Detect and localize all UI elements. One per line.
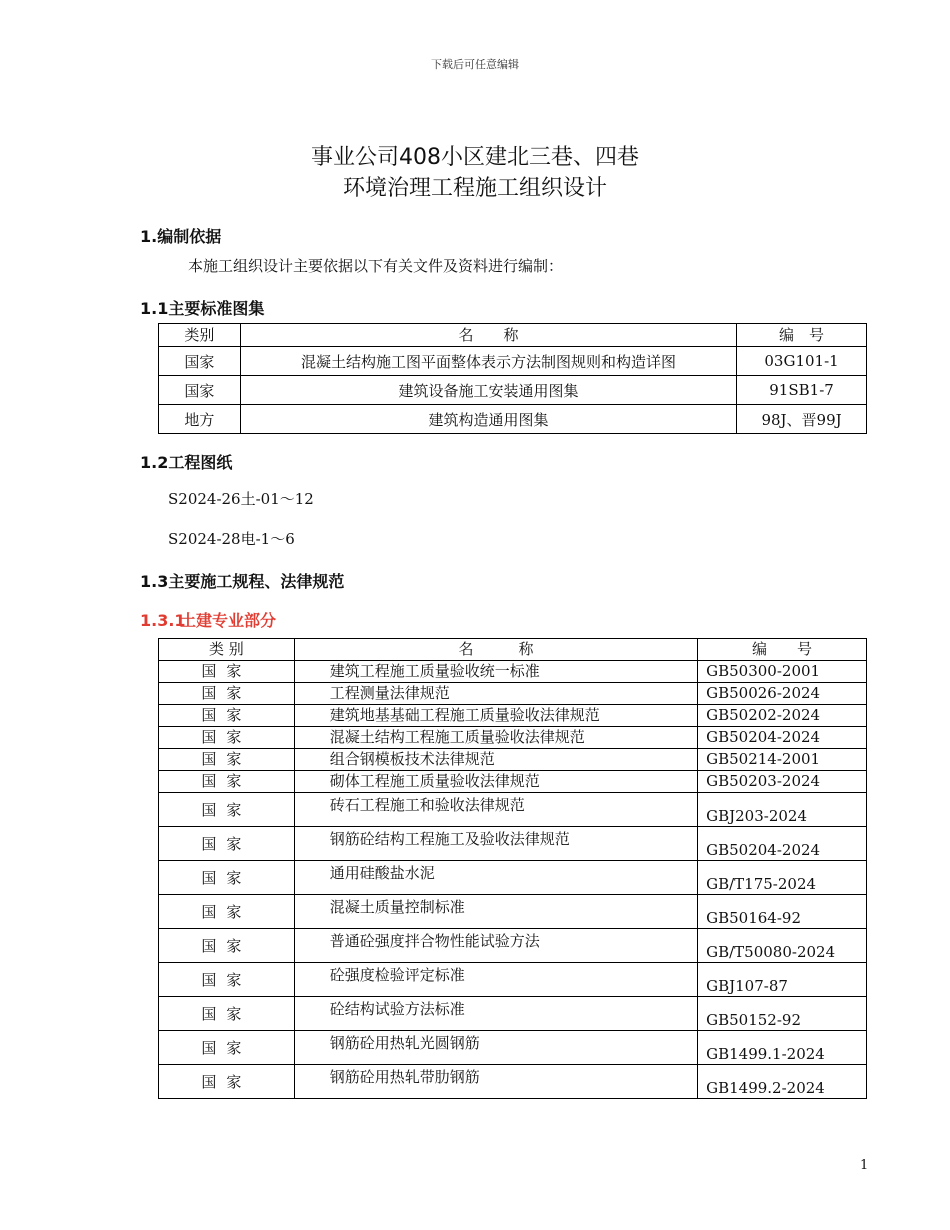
section-heading-1-3: 1.3主要施工规程、法律规范 — [140, 572, 345, 591]
subsection-title: 土建专业部分 — [180, 611, 277, 630]
cell-code: GB50300-2001 — [698, 661, 867, 683]
document-title — [0, 142, 950, 204]
table-row — [159, 661, 867, 683]
cell-category: 国家 — [159, 929, 295, 963]
cell-name: 钢筋砼用热轧带肋钢筋 — [294, 1065, 697, 1099]
cell-code: GB/T50080-2024 — [698, 929, 867, 963]
standard-atlas-table — [158, 323, 867, 434]
table-row — [159, 347, 867, 376]
cell-name: 混凝土结构工程施工质量验收法律规范 — [294, 727, 697, 749]
cell-name: 建筑设备施工安装通用图集 — [240, 376, 736, 405]
table-row — [159, 963, 867, 997]
table-row — [159, 749, 867, 771]
cell-category: 国家 — [159, 727, 295, 749]
column-header-name: 名 称 — [294, 639, 697, 661]
cell-category: 国家 — [159, 749, 295, 771]
cell-name: 混凝土结构施工图平面整体表示方法制图规则和构造详图 — [240, 347, 736, 376]
cell-code: GB50204-2024 — [698, 827, 867, 861]
cell-category: 国家 — [159, 827, 295, 861]
table-row — [159, 997, 867, 1031]
cell-name: 建筑地基基础工程施工质量验收法律规范 — [294, 705, 697, 727]
cell-category: 国家 — [159, 793, 295, 827]
cell-name: 组合钢模板技术法律规范 — [294, 749, 697, 771]
cell-category: 国家 — [159, 376, 241, 405]
table-header-row — [159, 639, 867, 661]
cell-code: GB/T175-2024 — [698, 861, 867, 895]
section-heading-1-1: 1.1主要标准图集 — [140, 299, 265, 318]
column-header-code: 编 号 — [737, 324, 867, 347]
cell-name: 钢筋砼用热轧光圆钢筋 — [294, 1031, 697, 1065]
column-header-category: 类 别 — [159, 639, 295, 661]
cell-category: 国家 — [159, 347, 241, 376]
cell-code: 03G101-1 — [737, 347, 867, 376]
table-row — [159, 1031, 867, 1065]
cell-code: GB50203-2024 — [698, 771, 867, 793]
cell-category: 国家 — [159, 683, 295, 705]
table-row — [159, 683, 867, 705]
cell-code: GBJ203-2024 — [698, 793, 867, 827]
cell-name: 砖石工程施工和验收法律规范 — [294, 793, 697, 827]
cell-code: GB1499.2-2024 — [698, 1065, 867, 1099]
table-row — [159, 861, 867, 895]
cell-code: GB1499.1-2024 — [698, 1031, 867, 1065]
cell-category: 国家 — [159, 895, 295, 929]
cell-code: GB50164-92 — [698, 895, 867, 929]
table-row — [159, 895, 867, 929]
table-row — [159, 929, 867, 963]
code-standards-table-body — [159, 661, 867, 1099]
cell-category: 国家 — [159, 705, 295, 727]
cell-code: GB50152-92 — [698, 997, 867, 1031]
table-row — [159, 727, 867, 749]
cell-name: 混凝土质量控制标准 — [294, 895, 697, 929]
cell-code: GB50026-2024 — [698, 683, 867, 705]
cell-code: GB50202-2024 — [698, 705, 867, 727]
cell-category: 地方 — [159, 405, 241, 434]
cell-category: 国家 — [159, 861, 295, 895]
table-row — [159, 771, 867, 793]
cell-name: 建筑构造通用图集 — [240, 405, 736, 434]
cell-code: 91SB1-7 — [737, 376, 867, 405]
cell-category: 国家 — [159, 1031, 295, 1065]
cell-name: 钢筋砼结构工程施工及验收法律规范 — [294, 827, 697, 861]
cell-name: 通用硅酸盐水泥 — [294, 861, 697, 895]
table-row — [159, 827, 867, 861]
section-1-intro: 本施工组织设计主要依据以下有关文件及资料进行编制： — [188, 257, 564, 275]
table-row — [159, 376, 867, 405]
subsection-heading-1-3-1 — [140, 608, 276, 631]
table-header-row — [159, 324, 867, 347]
section-heading-1: 1.编制依据 — [140, 227, 222, 246]
column-header-code: 编 号 — [698, 639, 867, 661]
cell-code: 98J、晋99J — [737, 405, 867, 434]
title-line-2: 环境治理工程施工组织设计 — [342, 176, 607, 201]
cell-name: 砌体工程施工质量验收法律规范 — [294, 771, 697, 793]
cell-name: 普通砼强度拌合物性能试验方法 — [294, 929, 697, 963]
page-number: 1 — [860, 1158, 869, 1173]
cell-category: 国家 — [159, 771, 295, 793]
title-line-1: 事业公司408小区建北三巷、四巷 — [311, 145, 639, 170]
page-header: 下载后可任意编辑 — [431, 58, 519, 71]
table-row — [159, 1065, 867, 1099]
cell-code: GB50204-2024 — [698, 727, 867, 749]
column-header-name: 名 称 — [240, 324, 736, 347]
column-header-category: 类别 — [159, 324, 241, 347]
cell-category: 国家 — [159, 1065, 295, 1099]
cell-name: 建筑工程施工质量验收统一标准 — [294, 661, 697, 683]
cell-code: GBJ107-87 — [698, 963, 867, 997]
drawing-ref-1: S2024-26土-01～12 — [168, 490, 314, 508]
table-row — [159, 793, 867, 827]
cell-category: 国家 — [159, 997, 295, 1031]
table-row — [159, 405, 867, 434]
cell-name: 砼结构试验方法标准 — [294, 997, 697, 1031]
section-heading-1-2: 1.2工程图纸 — [140, 453, 233, 472]
cell-category: 国家 — [159, 661, 295, 683]
cell-code: GB50214-2001 — [698, 749, 867, 771]
cell-name: 工程测量法律规范 — [294, 683, 697, 705]
drawing-ref-2: S2024-28电-1～6 — [168, 530, 295, 548]
table-row — [159, 705, 867, 727]
cell-name: 砼强度检验评定标准 — [294, 963, 697, 997]
code-standards-table — [158, 638, 867, 1099]
cell-category: 国家 — [159, 963, 295, 997]
subsection-number: 1.3.1 — [140, 611, 186, 630]
